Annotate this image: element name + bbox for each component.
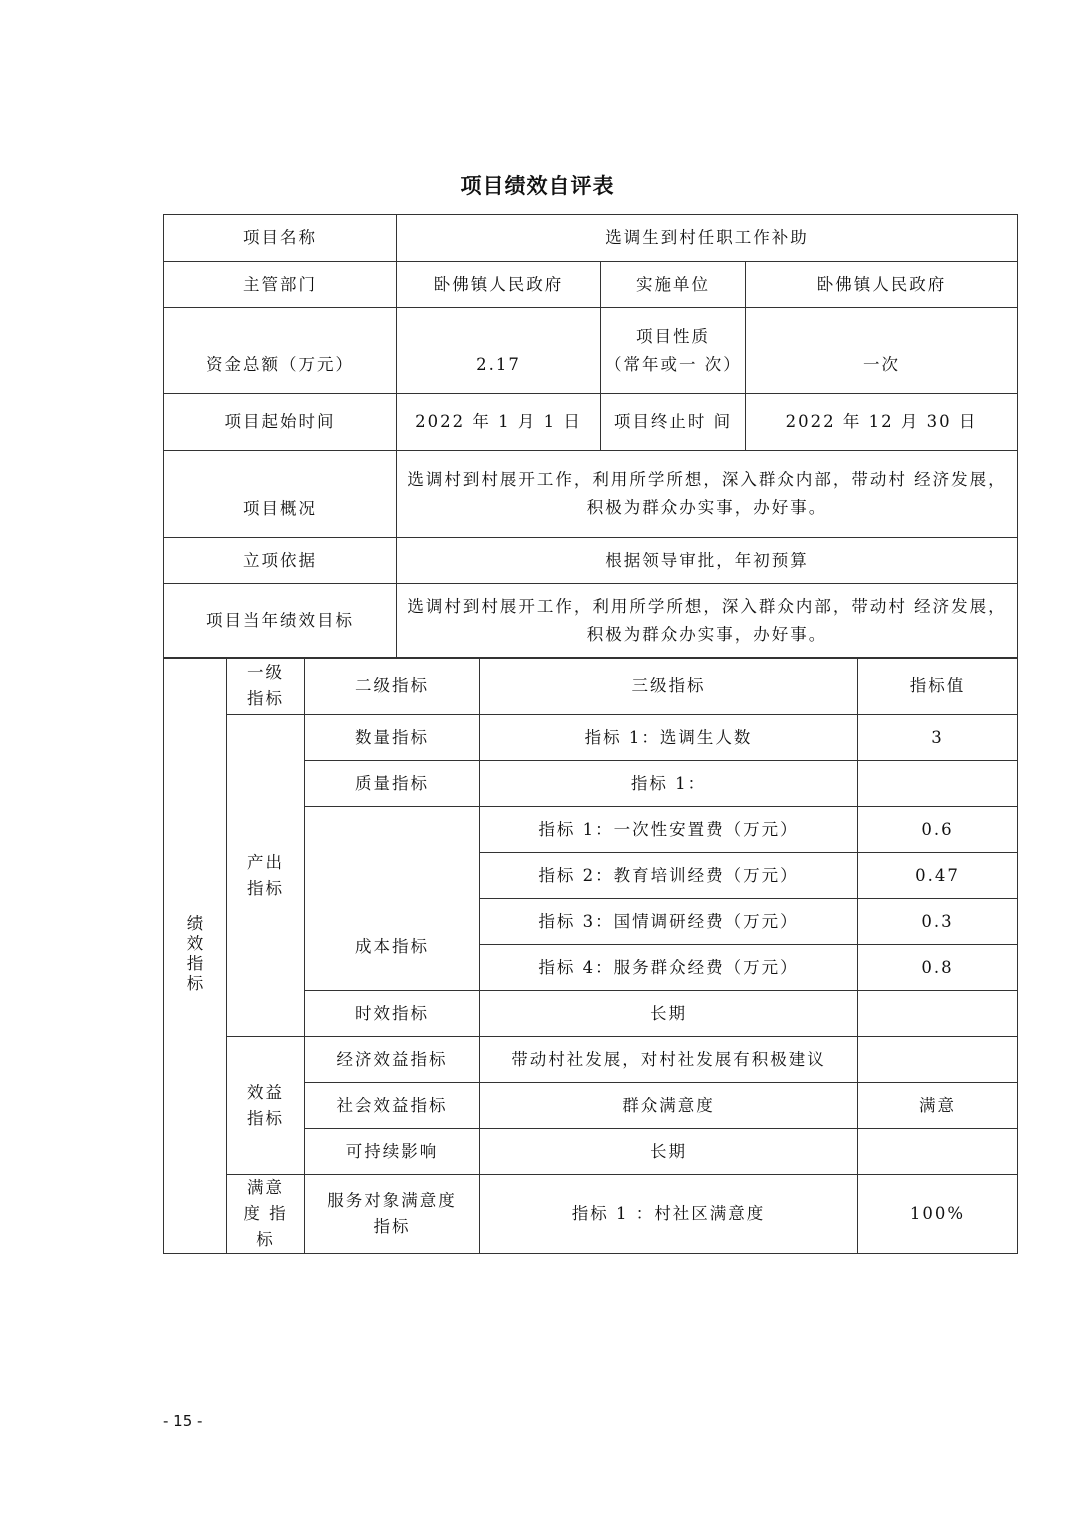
overview-label: 项目概况: [164, 451, 397, 538]
header-level3: 三级指标: [480, 658, 858, 715]
header-level1: 一级 指标: [227, 658, 305, 715]
service-label: 服务对象满意度 指标: [305, 1175, 480, 1254]
cost-item-3: 指标 3：国情调研经费（万元）: [480, 899, 858, 945]
social-item: 群众满意度: [480, 1083, 858, 1129]
nature-value: 一次: [746, 308, 1018, 394]
cost-value-3: 0.3: [858, 899, 1018, 945]
basic-info-table: [163, 214, 1018, 659]
cost-label: 成本指标: [305, 807, 480, 991]
cost-value-4: 0.8: [858, 945, 1018, 991]
social-label: 社会效益指标: [305, 1083, 480, 1129]
goal-value: 选调村到村展开工作，利用所学所想，深入群众内部，带动村 经济发展，积极为群众办实事，办好事。: [397, 584, 1018, 659]
start-label: 项目起始时间: [164, 394, 397, 451]
economic-label: 经济效益指标: [305, 1037, 480, 1083]
page-title: 项目绩效自评表: [460, 173, 615, 198]
sustain-value: [858, 1129, 1018, 1175]
fund-label: 资金总额（万元）: [164, 308, 397, 394]
benefit-indicator-label: 效益 指标: [227, 1037, 305, 1175]
end-label: 项目终止时 间: [601, 394, 746, 451]
satisfaction-indicator-label: 满意 度 指 标: [227, 1175, 305, 1254]
start-value: 2022 年 1 月 1 日: [397, 394, 601, 451]
overview-value: 选调村到村展开工作，利用所学所想，深入群众内部，带动村 经济发展，积极为群众办实事，办好事。: [397, 451, 1018, 538]
nature-label: [601, 308, 746, 394]
header-value: 指标值: [858, 658, 1018, 715]
dept-label: 主管部门: [164, 262, 397, 308]
timeliness-value: [858, 991, 1018, 1037]
goal-label: 项目当年绩效目标: [164, 584, 397, 659]
economic-item: 带动村社发展，对村社发展有积极建议: [480, 1037, 858, 1083]
nature-label-line1: 项目性质: [636, 326, 710, 346]
timeliness-label: 时效指标: [305, 991, 480, 1037]
basis-value: 根据领导审批，年初预算: [397, 538, 1018, 584]
quality-item: 指标 1：: [480, 761, 858, 807]
service-item: 指标 1 ：村社区满意度: [480, 1175, 858, 1254]
sustain-label: 可持续影响: [305, 1129, 480, 1175]
cost-item-2: 指标 2：教育培训经费（万元）: [480, 853, 858, 899]
timeliness-item: 长期: [480, 991, 858, 1037]
cost-value-1: 0.6: [858, 807, 1018, 853]
project-name-value: 选调生到村任职工作补助: [397, 215, 1018, 262]
page-number: - 15 -: [163, 1412, 203, 1430]
indicator-table: [163, 657, 1018, 1254]
service-value: 100%: [858, 1175, 1018, 1254]
cost-value-2: 0.47: [858, 853, 1018, 899]
basis-label: 立项依据: [164, 538, 397, 584]
cost-item-4: 指标 4：服务群众经费（万元）: [480, 945, 858, 991]
economic-value: [858, 1037, 1018, 1083]
dept-value: 卧佛镇人民政府: [397, 262, 601, 308]
quantity-item: 指标 1：选调生人数: [480, 715, 858, 761]
nature-label-line2: （常年或一 次）: [605, 354, 742, 374]
output-indicator-label: 产出 指标: [227, 715, 305, 1037]
fund-value: 2.17: [397, 308, 601, 394]
quantity-label: 数量指标: [305, 715, 480, 761]
header-level2: 二级指标: [305, 658, 480, 715]
sustain-item: 长期: [480, 1129, 858, 1175]
quantity-value: 3: [858, 715, 1018, 761]
social-value: 满意: [858, 1083, 1018, 1129]
quality-value: [858, 761, 1018, 807]
quality-label: 质量指标: [305, 761, 480, 807]
performance-indicator-group: [164, 658, 227, 1254]
impl-value: 卧佛镇人民政府: [746, 262, 1018, 308]
end-value: 2022 年 12 月 30 日: [746, 394, 1018, 451]
cost-item-1: 指标 1：一次性安置费（万元）: [480, 807, 858, 853]
impl-label: 实施单位: [601, 262, 746, 308]
performance-indicator-label: 绩效指标: [186, 914, 204, 993]
project-name-label: 项目名称: [164, 215, 397, 262]
